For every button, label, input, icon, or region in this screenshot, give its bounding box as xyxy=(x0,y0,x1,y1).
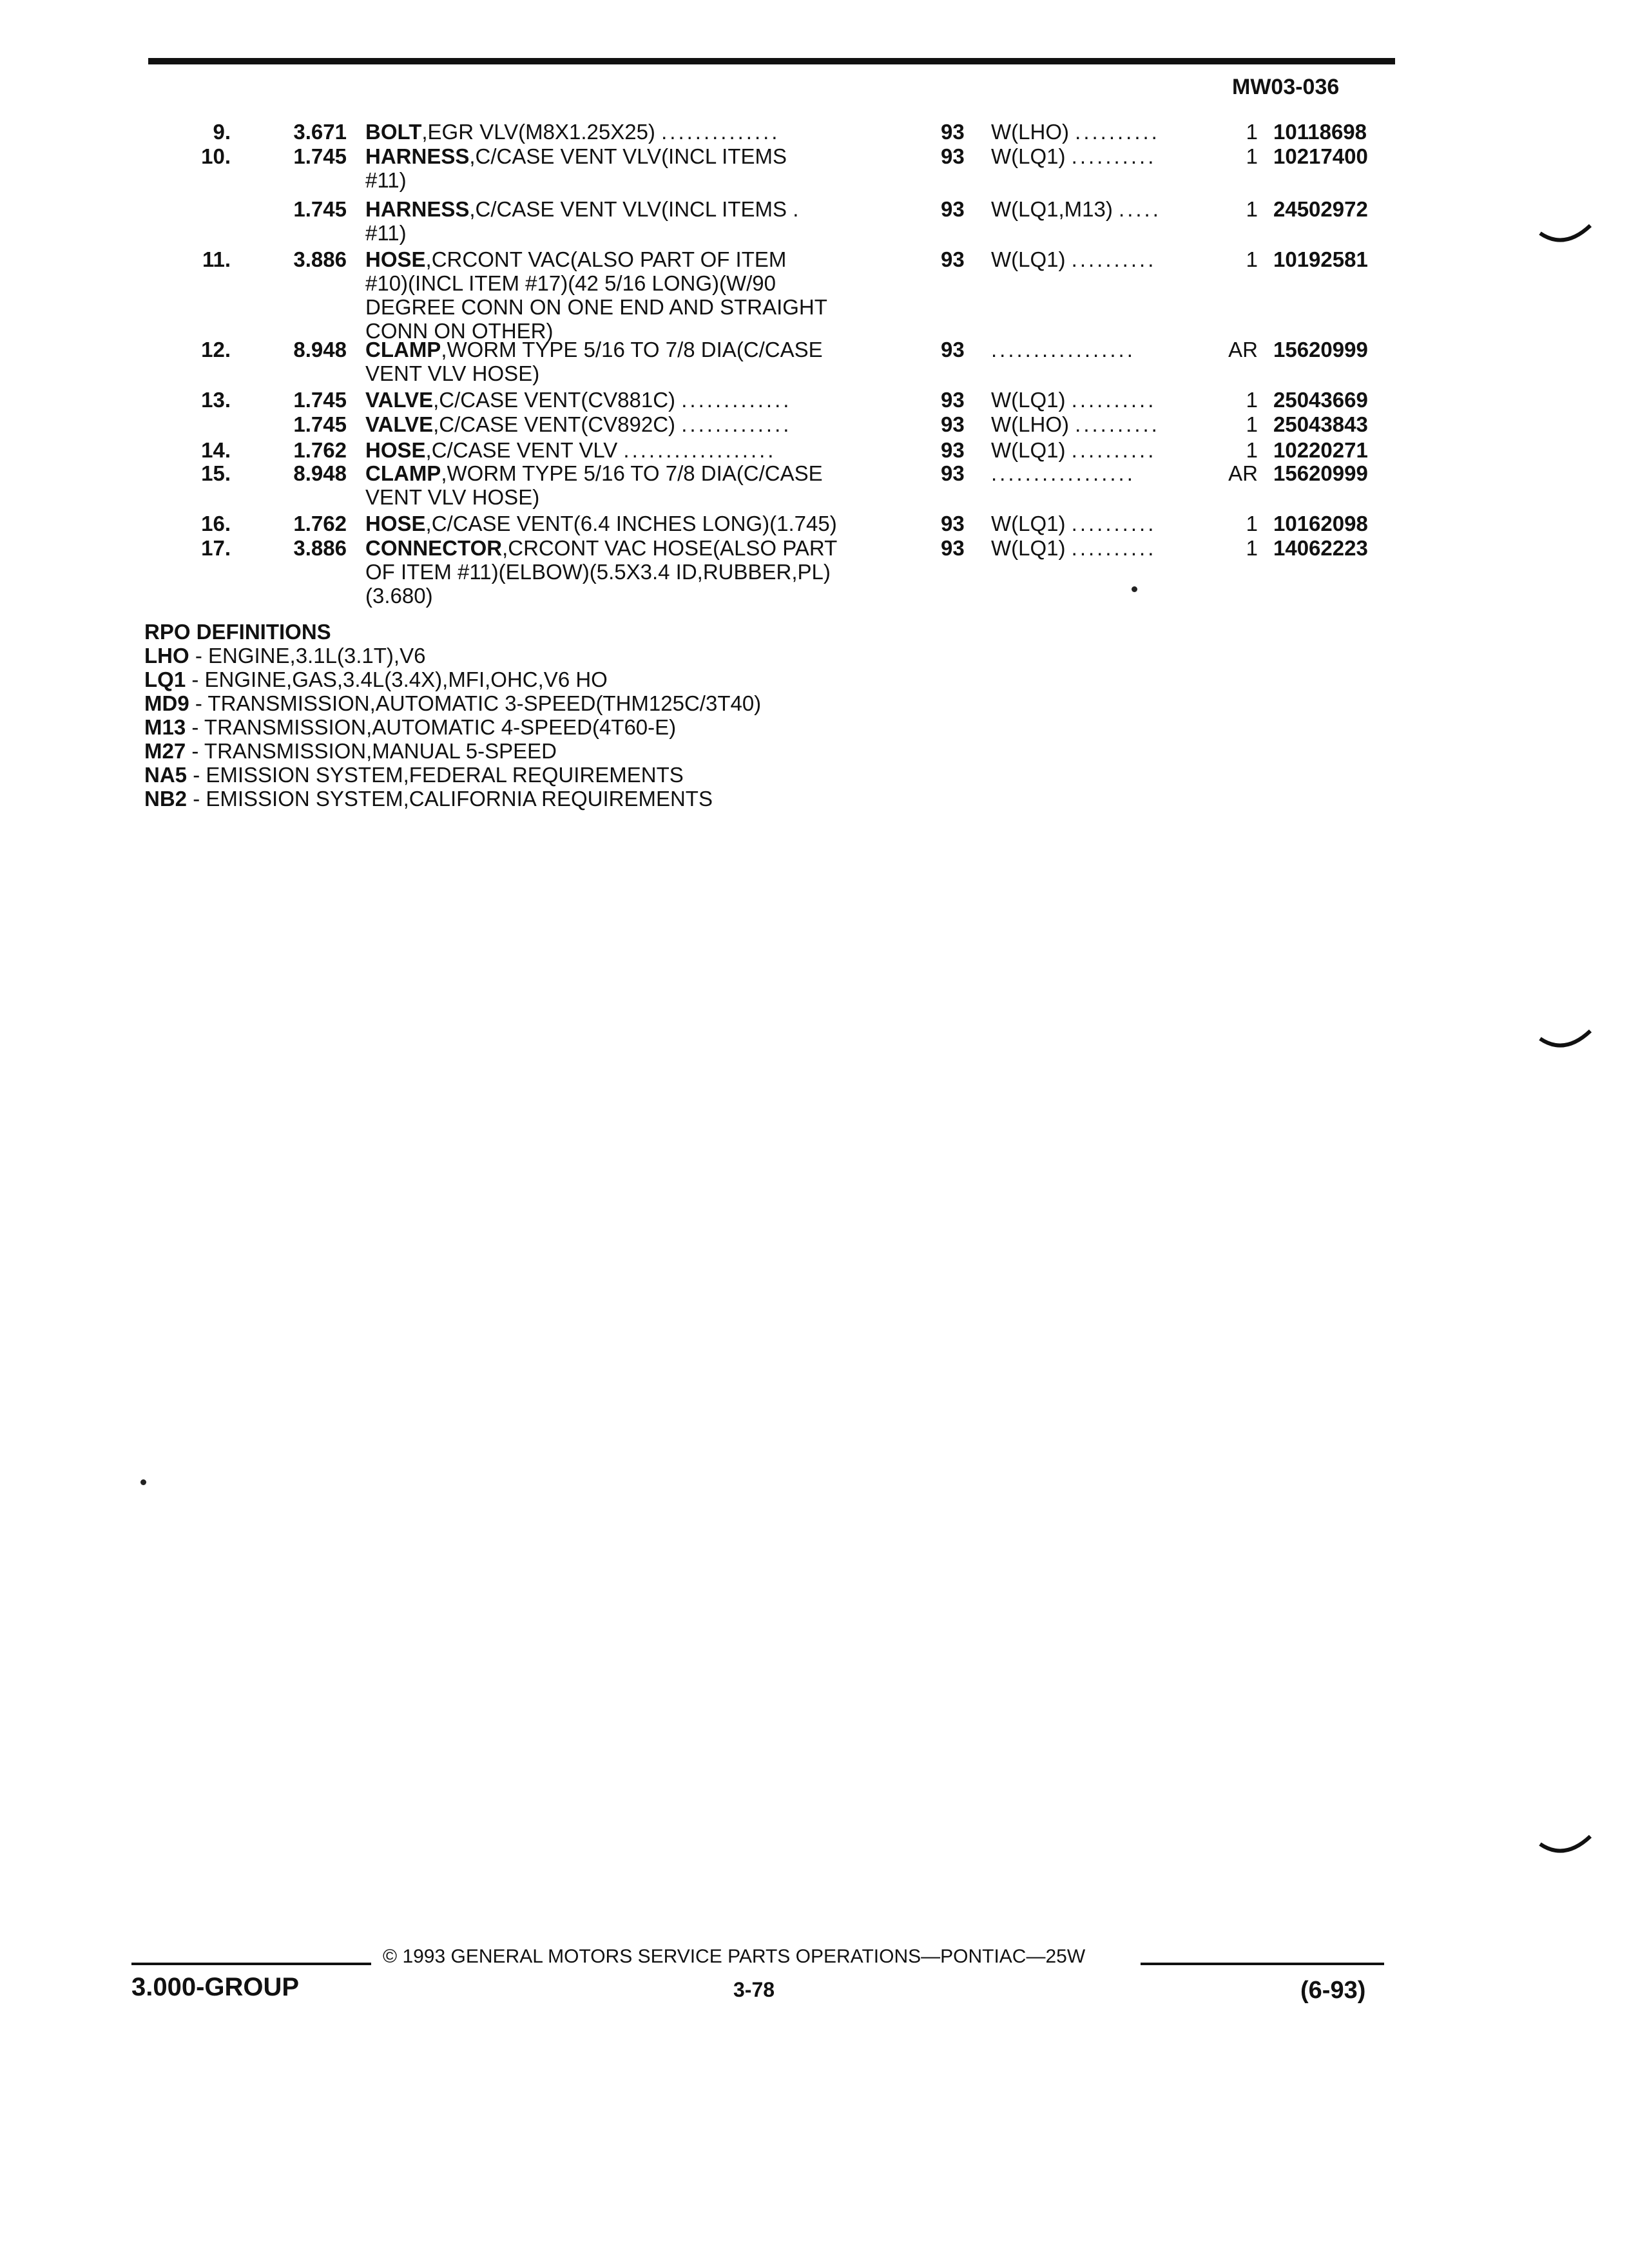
part-usage-code: W(LQ1) xyxy=(991,536,1066,560)
part-quantity: 1 xyxy=(1246,197,1258,221)
part-usage xyxy=(991,536,1207,561)
dot-leader: .......... xyxy=(1075,412,1160,436)
part-year: 93 xyxy=(941,247,965,271)
part-description-line: #10)(INCL ITEM #17)(42 5/16 LONG)(W/90 xyxy=(365,271,776,295)
rpo-code: M27 xyxy=(144,739,186,763)
rpo-definition xyxy=(144,739,1046,763)
part-group-number: 8.948 xyxy=(293,461,347,485)
part-description-line: CONN ON OTHER) xyxy=(365,319,554,343)
part-usage xyxy=(991,338,1207,362)
dot-leader: .......... xyxy=(1071,144,1157,168)
part-usage xyxy=(991,120,1207,144)
part-usage xyxy=(991,412,1207,437)
part-group-number: 3.886 xyxy=(293,247,347,271)
part-item-number: 11. xyxy=(202,247,231,271)
rpo-definition xyxy=(144,668,1046,691)
part-item-number: 15. xyxy=(201,461,231,485)
part-number: 10162098 xyxy=(1273,512,1368,535)
part-group-number: 8.948 xyxy=(293,338,347,361)
dot-leader: ................. xyxy=(991,338,1135,361)
dot-leader: ..... xyxy=(1119,197,1161,221)
dot-leader: .......... xyxy=(1071,247,1157,271)
part-number: 10192581 xyxy=(1273,247,1368,271)
binder-mark-icon xyxy=(1539,1030,1592,1055)
part-description-line: (3.680) xyxy=(365,584,433,608)
footer-date: (6-93) xyxy=(1300,1977,1366,2004)
part-quantity: 1 xyxy=(1246,247,1258,271)
part-description xyxy=(365,120,907,144)
rpo-title: RPO DEFINITIONS xyxy=(144,620,331,644)
part-description xyxy=(365,247,907,343)
part-quantity: AR xyxy=(1228,338,1258,361)
part-description xyxy=(365,461,907,509)
dot-leader: .......... xyxy=(1071,536,1157,560)
part-year: 93 xyxy=(941,536,965,560)
part-group-number: 3.886 xyxy=(293,536,347,560)
part-name: CONNECTOR xyxy=(365,536,503,560)
part-number: 24502972 xyxy=(1273,197,1368,221)
rpo-code: NA5 xyxy=(144,763,188,787)
part-usage-code: W(LHO) xyxy=(991,412,1069,436)
part-number: 25043669 xyxy=(1273,388,1368,412)
part-quantity: AR xyxy=(1228,461,1258,485)
part-usage xyxy=(991,197,1207,222)
scan-speck xyxy=(140,1479,146,1485)
rpo-text: - EMISSION SYSTEM,CALIFORNIA REQUIREMENTS xyxy=(187,787,713,811)
rpo-definition xyxy=(144,715,1046,739)
rpo-definition xyxy=(144,763,1046,787)
part-year: 93 xyxy=(941,388,965,412)
part-name: HOSE xyxy=(365,512,426,535)
rpo-text: - ENGINE,GAS,3.4L(3.4X),MFI,OHC,V6 HO xyxy=(186,668,608,691)
part-description-line: DEGREE CONN ON ONE END AND STRAIGHT xyxy=(365,295,827,319)
dot-leader: .......... xyxy=(1071,512,1157,535)
part-item-number: 13. xyxy=(201,388,231,412)
rpo-code: MD9 xyxy=(144,691,189,715)
part-usage xyxy=(991,461,1207,486)
scan-speck xyxy=(1132,586,1137,592)
part-description-line: ,CRCONT VAC HOSE(ALSO PART xyxy=(502,536,838,560)
part-number: 10220271 xyxy=(1273,438,1368,462)
footer-rule-right xyxy=(1141,1963,1384,1965)
part-description-line: ,C/CASE VENT(CV881C) xyxy=(433,388,676,412)
rpo-definition xyxy=(144,787,1046,811)
part-group-number: 1.745 xyxy=(293,412,347,436)
binder-mark-icon xyxy=(1539,1835,1592,1861)
dot-leader: ................. xyxy=(991,461,1135,485)
footer-rule-left xyxy=(131,1963,371,1965)
part-quantity: 1 xyxy=(1246,512,1258,535)
dot-leader: .................. xyxy=(623,438,776,462)
part-description-line: ,WORM TYPE 5/16 TO 7/8 DIA(C/CASE xyxy=(441,461,823,485)
dot-leader: ............. xyxy=(681,388,792,412)
part-name: HARNESS xyxy=(365,197,470,221)
part-quantity: 1 xyxy=(1246,536,1258,560)
part-group-number: 1.745 xyxy=(293,388,347,412)
part-name: BOLT xyxy=(365,120,422,144)
rpo-text: - TRANSMISSION,AUTOMATIC 3-SPEED(THM125C/3T40) xyxy=(189,691,762,715)
rpo-code: M13 xyxy=(144,715,186,739)
part-year: 93 xyxy=(941,512,965,535)
part-item-number: 14. xyxy=(201,438,231,462)
footer-page-number: 3-78 xyxy=(733,1978,775,2001)
part-description xyxy=(365,438,907,462)
top-rule xyxy=(148,58,1395,64)
part-name: CLAMP xyxy=(365,461,441,485)
part-year: 93 xyxy=(941,438,965,462)
part-item-number: 10. xyxy=(201,144,231,168)
part-description-line: ,C/CASE VENT VLV(INCL ITEMS xyxy=(469,197,787,221)
part-description xyxy=(365,536,907,608)
rpo-definition xyxy=(144,691,1046,715)
part-name: VALVE xyxy=(365,412,434,436)
rpo-text: - ENGINE,3.1L(3.1T),V6 xyxy=(189,644,426,668)
part-quantity: 1 xyxy=(1246,412,1258,436)
binder-mark-icon xyxy=(1539,224,1592,250)
part-year: 93 xyxy=(941,461,965,485)
rpo-definition xyxy=(144,644,1046,668)
part-usage-code: W(LQ1) xyxy=(991,247,1066,271)
part-description-line: VENT VLV HOSE) xyxy=(365,485,540,509)
part-usage xyxy=(991,512,1207,536)
part-description-line: ,C/CASE VENT VLV(INCL ITEMS xyxy=(469,144,787,168)
footer-copyright: © 1993 GENERAL MOTORS SERVICE PARTS OPERATIONS—PONTIAC—25W xyxy=(383,1946,1086,1967)
part-item-number: 9. xyxy=(213,120,231,144)
part-group-number: 1.762 xyxy=(293,512,347,535)
part-usage-code: W(LQ1) xyxy=(991,438,1066,462)
part-name: VALVE xyxy=(365,388,434,412)
rpo-text: - TRANSMISSION,AUTOMATIC 4-SPEED(4T60-E) xyxy=(186,715,677,739)
dot-leader: . xyxy=(793,197,802,221)
part-name: HOSE xyxy=(365,438,426,462)
part-item-number: 16. xyxy=(201,512,231,535)
part-usage xyxy=(991,144,1207,169)
rpo-text: - TRANSMISSION,MANUAL 5-SPEED xyxy=(186,739,557,763)
part-item-number: 17. xyxy=(201,536,231,560)
part-description-line: ,WORM TYPE 5/16 TO 7/8 DIA(C/CASE xyxy=(441,338,823,361)
part-number: 15620999 xyxy=(1273,461,1368,485)
part-description-line: ,CRCONT VAC(ALSO PART OF ITEM xyxy=(425,247,787,271)
part-description-line: #11) xyxy=(365,221,407,245)
part-name: HARNESS xyxy=(365,144,470,168)
part-number: 14062223 xyxy=(1273,536,1368,560)
part-group-number: 1.762 xyxy=(293,438,347,462)
rpo-list xyxy=(144,644,1046,811)
dot-leader: .......... xyxy=(1071,388,1157,412)
part-description xyxy=(365,512,907,535)
part-usage-code: W(LHO) xyxy=(991,120,1069,144)
part-group-number: 1.745 xyxy=(293,197,347,221)
part-year: 93 xyxy=(941,120,965,144)
part-description xyxy=(365,144,907,192)
part-usage xyxy=(991,247,1207,272)
part-description-line: #11) xyxy=(365,168,407,192)
part-description-line: ,EGR VLV(M8X1.25X25) xyxy=(421,120,655,144)
part-usage-code: W(LQ1) xyxy=(991,512,1066,535)
part-number: 25043843 xyxy=(1273,412,1368,436)
part-description xyxy=(365,197,907,245)
part-description-line: VENT VLV HOSE) xyxy=(365,361,540,385)
part-description xyxy=(365,412,907,436)
dot-leader: ............. xyxy=(681,412,792,436)
part-item-number: 12. xyxy=(201,338,231,361)
part-usage-code: W(LQ1) xyxy=(991,388,1066,412)
dot-leader: .......... xyxy=(1075,120,1160,144)
part-usage-code: W(LQ1,M13) xyxy=(991,197,1113,221)
part-description xyxy=(365,338,907,385)
part-quantity: 1 xyxy=(1246,438,1258,462)
dot-leader: .............. xyxy=(661,120,780,144)
part-description-line: OF ITEM #11)(ELBOW)(5.5X3.4 ID,RUBBER,PL) xyxy=(365,560,831,584)
part-year: 93 xyxy=(941,338,965,361)
rpo-text: - EMISSION SYSTEM,FEDERAL REQUIREMENTS xyxy=(187,763,684,787)
part-usage xyxy=(991,388,1207,412)
part-description-line: ,C/CASE VENT(6.4 INCHES LONG)(1.745) xyxy=(425,512,837,535)
part-name: HOSE xyxy=(365,247,426,271)
rpo-code: LHO xyxy=(144,644,189,668)
part-number: 10118698 xyxy=(1273,120,1367,144)
part-group-number: 1.745 xyxy=(293,144,347,168)
part-usage xyxy=(991,438,1207,463)
page-id: MW03-036 xyxy=(1232,75,1340,99)
footer-group: 3.000-GROUP xyxy=(131,1973,300,2001)
part-description-line: ,C/CASE VENT VLV xyxy=(425,438,618,462)
rpo-code: NB2 xyxy=(144,787,188,811)
rpo-definitions xyxy=(144,620,1046,811)
part-group-number: 3.671 xyxy=(293,120,347,144)
part-year: 93 xyxy=(941,412,965,436)
part-usage-code: W(LQ1) xyxy=(991,144,1066,168)
part-quantity: 1 xyxy=(1246,388,1258,412)
part-name: CLAMP xyxy=(365,338,441,361)
dot-leader: .......... xyxy=(1071,438,1157,462)
part-year: 93 xyxy=(941,197,965,221)
part-description xyxy=(365,388,907,412)
part-number: 15620999 xyxy=(1273,338,1368,361)
rpo-code: LQ1 xyxy=(144,668,186,691)
part-quantity: 1 xyxy=(1246,120,1258,144)
part-description-line: ,C/CASE VENT(CV892C) xyxy=(433,412,676,436)
part-year: 93 xyxy=(941,144,965,168)
part-quantity: 1 xyxy=(1246,144,1258,168)
part-number: 10217400 xyxy=(1273,144,1368,168)
